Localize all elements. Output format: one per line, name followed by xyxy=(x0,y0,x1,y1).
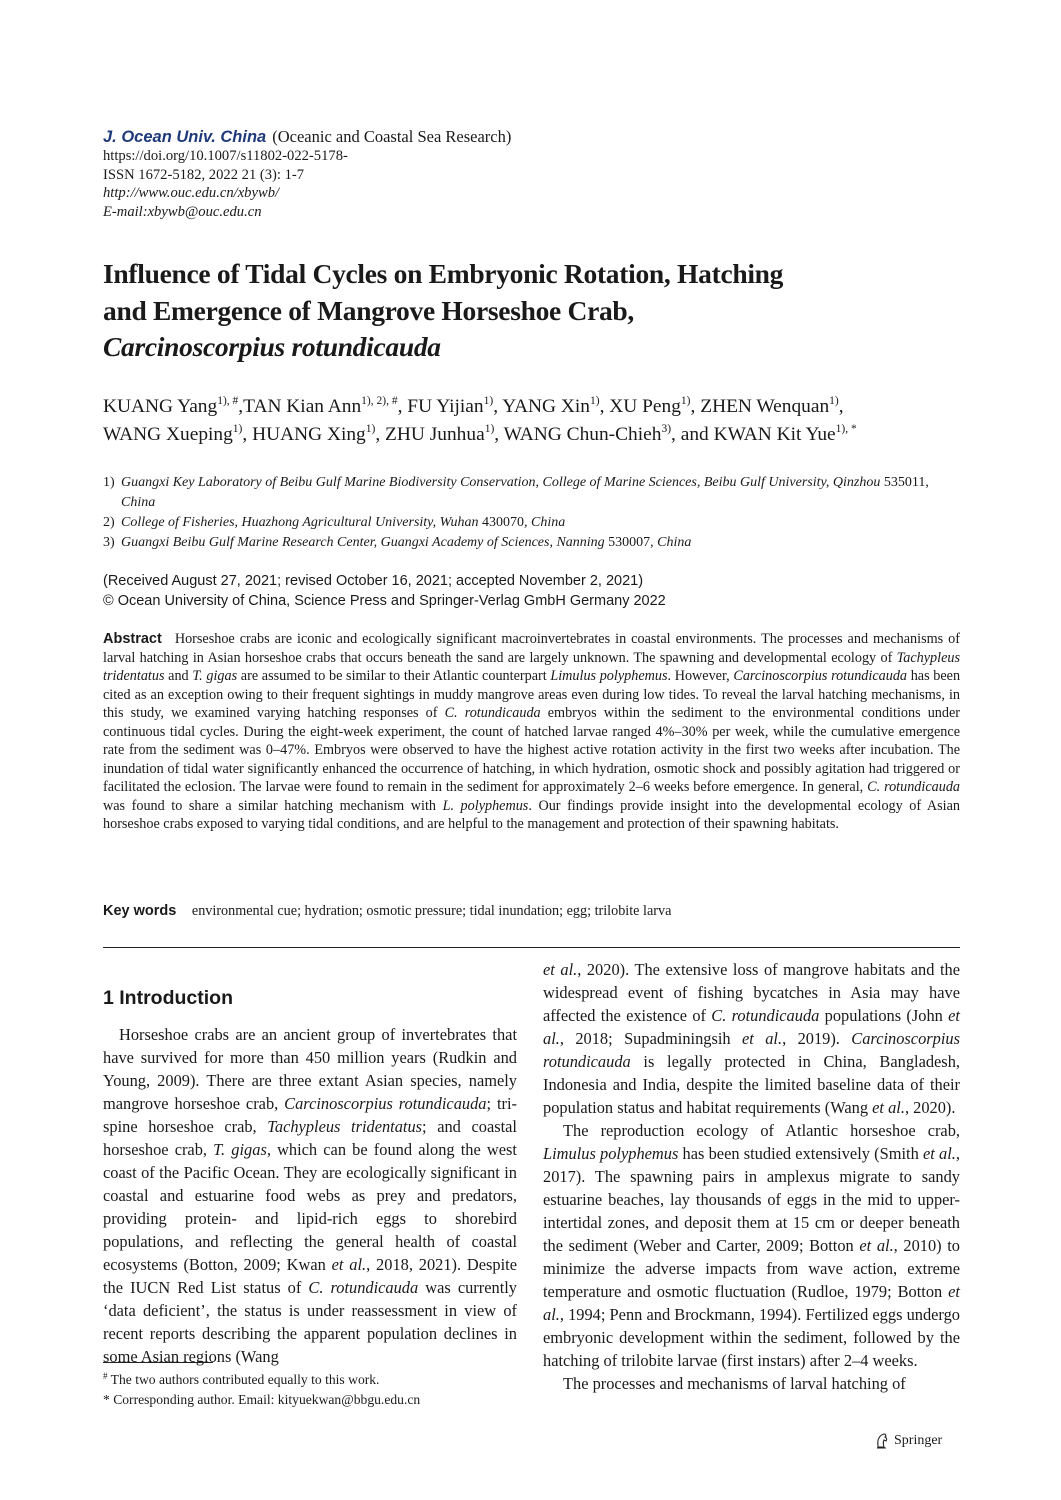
abstract-text: Horseshoe crabs are iconic and ecologically significant macroinvertebrates in coastal environments. The processes and mechanisms of larval hatching in Asian horseshoe crabs that occurs beneath the sand are largely unknown. The spawning and developmental ecology of xyxy=(103,631,961,666)
keywords-text: environmental cue; hydration; osmotic pressure; tidal inundation; egg; trilobite larva xyxy=(191,903,672,919)
abstract-text: embryos within the sediment to the environmental conditions under continuous tidal cycles. During the eight-week experiment, the count of hatched larvae ranged 4%–30% per week, while the cumulative emergence rate from the sediment was 0–47%. Embryos were observed to have the highest active rotation activity in the first two weeks after incubation. The inundation of tidal water significantly enhanced the occurrence of hatching, in which hydration, osmotic shock and possibly agitation had triggered or facilitated the eclosion. The larvae were found to remain in the sediment for approximately 2–6 weeks before emergence. In general, xyxy=(103,705,961,795)
species-name: L. polyphemus xyxy=(442,797,529,814)
footnotes xyxy=(103,1370,523,1410)
species-name: C. rotundicauda xyxy=(444,705,541,721)
affiliation-list xyxy=(103,473,963,553)
body-text: is legally protected in China, Bangladesh, Indonesia and India, despite the limited baseline data of their population status and habitat requirements (Wang xyxy=(543,1052,960,1117)
journal-header xyxy=(103,128,703,221)
author-name: YANG Xin xyxy=(502,396,590,417)
species-name: C. rotundicauda xyxy=(711,1006,820,1025)
author-affiliation-mark: 1), * xyxy=(835,423,857,435)
body-text: , 2020). xyxy=(904,1098,956,1117)
affiliation-text: Guangxi Key Laboratory of Beibu Gulf Marine Biodiversity Conservation, College of Marine Sciences, Beibu Gulf University, Qinzhou xyxy=(121,475,881,490)
author-name: HUANG Xing xyxy=(252,424,366,445)
author-affiliation-mark: 1) xyxy=(829,395,839,407)
abstract xyxy=(103,630,960,834)
author-separator: , xyxy=(493,396,503,417)
species-name: T. gigas xyxy=(213,1140,267,1159)
footnote-mark: # xyxy=(103,1371,108,1381)
author-separator: , xyxy=(238,396,244,417)
author-affiliation-mark: 1) xyxy=(232,423,243,435)
author-name: ZHU Junhua xyxy=(385,424,485,445)
affiliation-postcode: 430070, xyxy=(482,515,528,530)
affiliation-item xyxy=(103,513,963,533)
footnote-rule xyxy=(103,1362,213,1363)
body-text: The reproduction ecology of Atlantic horseshoe crab, xyxy=(563,1121,960,1140)
author-separator: , xyxy=(690,396,701,417)
affiliation-number: 1) xyxy=(103,475,115,490)
body-text: , 2020). The extensive loss of mangrove habitats and the widespread event of fishing bycatches in Asia may have affected the existence of xyxy=(543,960,960,1025)
species-name: T. gigas xyxy=(192,668,238,684)
abstract-text: . However, xyxy=(667,668,730,684)
species-name: Tachypleus tridentatus xyxy=(103,649,960,684)
title-line-1: Influence of Tidal Cycles on Embryonic Rotation, Hatching xyxy=(103,258,784,289)
body-column-right xyxy=(543,958,960,1395)
publisher-name: Springer xyxy=(894,1432,943,1448)
author-affiliation-mark: 1) xyxy=(680,395,691,407)
abstract-text: . Our findings provide insight into the developmental ecology of Asian horseshoe crabs exposed to varying tidal conditions, and are helpful to the management and protection of their spawning habitats. xyxy=(103,797,960,832)
body-text: , 2018, 2021). Despite the IUCN Red List status of xyxy=(103,1255,517,1297)
author-name: WANG Chun-Chieh xyxy=(503,424,662,445)
author-name: KUANG Yang xyxy=(103,396,218,417)
title-line-2: and Emergence of Mangrove Horseshoe Crab, xyxy=(103,294,635,326)
body-text: populations (John xyxy=(824,1006,943,1025)
section-heading: 1 Introduction xyxy=(103,987,233,1009)
affiliation-postcode: 530007, xyxy=(608,535,654,550)
footnote-text: The two authors contributed equally to this work. xyxy=(110,1372,380,1387)
author-name: KWAN Kit Yue xyxy=(713,424,836,445)
journal-subtitle: (Oceanic and Coastal Sea Research) xyxy=(272,127,512,146)
body-text: Horseshoe crabs are an ancient group of invertebrates that have survived for more than 450 million years (Rudkin and Young, 2009). There are three extant Asian species, namely mangrove horseshoe crab, xyxy=(103,1025,517,1113)
body-text: , which can be found along the west coast of the Pacific Ocean. They are ecologically significant in coastal and estuarine food webs as prey and predators, providing protein- and lipid-rich eggs to shorebird populations, and reflecting the general health of coastal ecosystems (Botton, 2009; Kwan xyxy=(103,1140,517,1274)
citation-etal: et al. xyxy=(859,1236,894,1255)
body-paragraph xyxy=(543,1372,960,1395)
body-text: , 2018; Supadminingsih xyxy=(559,1029,731,1048)
author-separator: , xyxy=(494,424,504,445)
abstract-text: was found to share a similar hatching mechanism with xyxy=(103,797,436,814)
species-name: Carcinoscorpius rotundicauda xyxy=(543,1029,960,1071)
affiliation-postcode: 535011, xyxy=(883,475,929,490)
affiliation-country: China xyxy=(657,535,692,550)
species-name: Limulus polyphemus xyxy=(550,668,668,684)
affiliation-text: College of Fisheries, Huazhong Agricultural University, Wuhan xyxy=(121,515,479,530)
body-text: , 1994; Penn and Brockmann, 1994). Fertilized eggs undergo embryonic development within the sediment, followed by the hatching of trilobite larvae (first instars) after 2–4 weeks. xyxy=(543,1305,960,1370)
journal-url[interactable]: http://www.ouc.edu.cn/xbywb/ xyxy=(103,185,280,202)
author-separator: , xyxy=(242,424,253,445)
abstract-text: has been cited as an exception owing to their frequent sightings in muddy mangrove areas even during low tides. To reveal the larval hatching mechanisms, in this study, we examined varying hatching responses of xyxy=(103,668,961,721)
journal-name: J. Ocean Univ. China xyxy=(103,128,267,146)
affiliation-number: 2) xyxy=(103,515,115,530)
author-separator: , xyxy=(397,396,408,417)
keywords xyxy=(103,901,960,921)
journal-email[interactable]: E-mail:xbywb@ouc.edu.cn xyxy=(103,203,262,220)
species-name: Tachypleus tridentatus xyxy=(267,1117,423,1136)
copyright-line: © Ocean University of China, Science Press and Springer-Verlag GmbH Germany 2022 xyxy=(103,593,666,609)
citation-etal: et al. xyxy=(742,1029,783,1048)
author-affiliation-mark: 1) xyxy=(484,423,495,435)
body-paragraph xyxy=(543,958,960,1119)
author-name: TAN Kian Ann xyxy=(243,396,362,417)
footnote-equal-contribution xyxy=(103,1370,523,1390)
abstract-text: and xyxy=(168,668,189,684)
body-text: , 2017). The spawning pairs in amplexus migrate to sandy estuarine beaches, lay thousands of eggs in the mid to upper-intertidal zones, and deposit them at 15 cm or deeper beneath the sediment (Weber and Carter, 2009; Botton xyxy=(543,1144,960,1255)
author-affiliation-mark: 1), 2), # xyxy=(361,395,398,407)
author-affiliation-mark: 3) xyxy=(661,423,672,435)
paper-title xyxy=(103,256,963,366)
body-text: ; and coastal horseshoe crab, xyxy=(103,1117,517,1159)
citation-etal: et al. xyxy=(543,960,578,979)
body-text: , 2010) to minimize the adverse impacts from wave action, extreme temperature and osmotic fluctuation (Rudloe, 1979; Botton xyxy=(543,1236,960,1301)
keywords-label: Key words xyxy=(103,903,177,919)
journal-issn: ISSN 1672-5182, 2022 21 (3): 1-7 xyxy=(103,166,305,183)
body-text: has been studied extensively (Smith xyxy=(682,1144,919,1163)
body-text: ; tri-spine horseshoe crab, xyxy=(103,1094,517,1136)
citation-etal: et al. xyxy=(922,1144,956,1163)
author-name: XU Peng xyxy=(609,396,681,417)
species-name: Carcinoscorpius rotundicauda xyxy=(733,668,908,684)
affiliation-country: China xyxy=(121,495,156,510)
author-separator: , and xyxy=(671,424,714,445)
section-divider xyxy=(103,947,960,948)
springer-horse-icon xyxy=(874,1432,890,1449)
affiliation-number: 3) xyxy=(103,535,115,550)
citation-etal: et al. xyxy=(331,1255,367,1274)
affiliation-country: China xyxy=(531,515,566,530)
body-text: was currently ‘data deficient’, the status is under reassessment in view of recent reports describing the apparent population declines in some Asian regions (Wang xyxy=(103,1278,517,1366)
citation-etal: et al. xyxy=(872,1098,905,1117)
citation-etal: et al. xyxy=(543,1282,960,1324)
author-affiliation-mark: 1) xyxy=(365,423,376,435)
species-name: Carcinoscorpius rotundicauda xyxy=(284,1094,487,1113)
author-separator: , xyxy=(375,424,386,445)
footnote-corresponding-author: * Corresponding author. Email: kityuekwan@bbgu.edu.cn xyxy=(103,1392,421,1407)
author-name: FU Yijian xyxy=(407,396,484,417)
body-column-left xyxy=(103,984,517,1368)
body-paragraph xyxy=(543,1119,960,1372)
publication-dates xyxy=(103,571,963,611)
author-name: ZHEN Wenquan xyxy=(700,396,830,417)
author-separator: , xyxy=(838,396,844,417)
affiliation-item xyxy=(103,473,963,513)
species-name: Limulus polyphemus xyxy=(543,1144,679,1163)
journal-doi[interactable]: https://doi.org/10.1007/s11802-022-5178- xyxy=(103,148,348,165)
author-affiliation-mark: 1) xyxy=(483,395,494,407)
body-text: , 2019). xyxy=(782,1029,840,1048)
author-affiliation-mark: 1) xyxy=(589,395,600,407)
received-dates: (Received August 27, 2021; revised October 16, 2021; accepted November 2, 2021) xyxy=(103,573,644,589)
affiliation-text: Guangxi Beibu Gulf Marine Research Center, Guangxi Academy of Sciences, Nanning xyxy=(121,535,605,550)
species-name: C. rotundicauda xyxy=(308,1278,419,1297)
abstract-text: are assumed to be similar to their Atlantic counterpart xyxy=(240,668,547,684)
body-text: The processes and mechanisms of larval hatching of xyxy=(563,1374,906,1393)
affiliation-item xyxy=(103,533,963,553)
body-paragraph xyxy=(103,1023,517,1368)
citation-etal: et al. xyxy=(543,1006,960,1048)
author-list xyxy=(103,393,973,449)
species-name: C. rotundicauda xyxy=(867,779,961,795)
author-separator: , xyxy=(599,396,610,417)
publisher-logo xyxy=(874,1432,942,1449)
author-affiliation-mark: 1), # xyxy=(217,395,239,407)
title-line-3: Carcinoscorpius rotundicauda xyxy=(103,331,441,362)
author-name: WANG Xueping xyxy=(103,424,233,445)
abstract-label: Abstract xyxy=(103,631,162,647)
